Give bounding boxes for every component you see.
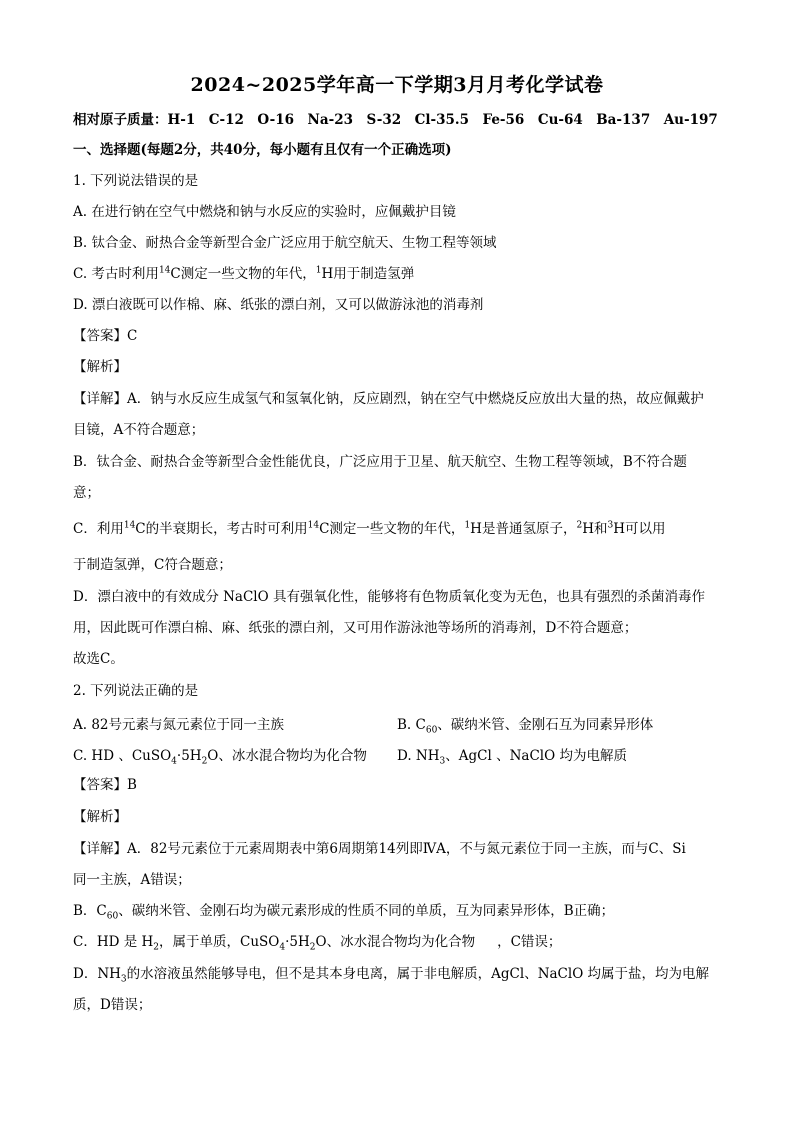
q1-detail-line1: 【详解】A．钠与水反应生成氢气和氢氧化钠，反应剧烈，钠在空气中燃烧反应放出大量的热，故应佩戴护 <box>73 391 704 407</box>
q2-b-post: 、碳纳米管、金刚石互为同素异形体 <box>437 717 654 733</box>
q2-detail-line3 <box>73 902 733 920</box>
q1-d5-e: H和 <box>582 521 608 537</box>
q2-stem: 2. 下列说法正确的是 <box>73 683 199 699</box>
q1-d5-sup4: 2 <box>576 520 583 531</box>
q1-detail-line3: B．钛合金、耐热合金等新型合金性能优良，广泛应用于卫星、航天航空、生物工程等领域，B不符合题 <box>73 454 687 470</box>
q1-answer: 【答案】C <box>73 328 138 344</box>
q2-d4-d: O、冰水混合物均为化合物 <box>315 934 476 950</box>
q1-c-sup2: 1 <box>315 265 322 276</box>
q2-detail-line1: 【详解】A．82号元素位于元素周期表中第6周期第14列即ⅣA，不与氮元素位于同一主族，而与C、Si <box>73 841 686 857</box>
q2-d3-sub: 60 <box>106 911 119 922</box>
q1-d5-sup1: 14 <box>123 520 136 531</box>
atomic-masses: 相对原子质量：H-1 C-12 O-16 Na-23 S-32 Cl-35.5 Fe-56 Cu-64 Ba-137 Au-197 <box>73 112 718 128</box>
q1-d5-sup2: 14 <box>307 520 320 531</box>
q2-c-mid: ·5H <box>176 748 202 764</box>
q1-analysis: 【解析】 <box>73 359 127 375</box>
q2-d4-c: ·5H <box>285 934 310 950</box>
q1-option-c <box>73 265 733 283</box>
q1-stem: 1. 下列说法错误的是 <box>73 173 199 189</box>
q1-detail-line8: 用，因此既可作漂白棉、麻、纸张的漂白剂，又可用作游泳池等场所的消毒剂，D不符合题意； <box>73 620 638 636</box>
q2-d4-sub3: 2 <box>309 942 316 953</box>
q2-c-pre: C. HD 、CuSO <box>73 748 172 764</box>
q2-detail-line6: 质，D错误； <box>73 997 152 1013</box>
q1-d5-d: H是普通氢原子， <box>470 521 577 537</box>
q1-detail-line6: 于制造氢弹，C符合题意； <box>73 557 232 573</box>
q2-answer: 【答案】B <box>73 777 137 793</box>
q1-c-pre: C. 考古时利用 <box>73 266 159 282</box>
q1-detail-line7: D．漂白液中的有效成分 NaClO 具有强氧化性，能够将有色物质氧化变为无色，也具有强烈的杀菌消毒作 <box>73 589 705 605</box>
q2-d5-b: 的水溶液虽然能够导电，但不是其本身电离，属于非电解质，AgCl、NaClO 均属于盐，均为电解 <box>126 966 710 982</box>
q2-d-sub: 3 <box>439 756 446 767</box>
q2-d-post: 、AgCl 、NaClO 均为电解质 <box>445 748 627 764</box>
q1-d5-sup3: 1 <box>464 520 471 531</box>
q2-detail-line5 <box>73 965 733 983</box>
q2-option-c <box>73 744 367 767</box>
page-title: 2024~2025学年高一下学期3月月考化学试卷 <box>190 74 604 96</box>
q2-detail-line2: 同一主族，A错误； <box>73 872 191 888</box>
q2-d4-a: C．HD 是 H <box>73 934 154 950</box>
q2-option-d <box>397 744 627 767</box>
q1-d5-c: C测定一些文物的年代， <box>319 521 465 537</box>
q1-detail-line5 <box>73 520 733 538</box>
q1-option-a: A. 在进行钠在空气中燃烧和钠与水反应的实验时，应佩戴护目镜 <box>73 204 456 220</box>
q2-option-a: A. 82号元素与氮元素位于同一主族 <box>73 717 285 733</box>
q2-d5-a: D．NH <box>73 966 121 982</box>
q2-d4-b: ，属于单质，CuSO <box>159 934 280 950</box>
section-heading: 一、选择题(每题2分，共40分，每小题有且仅有一个正确选项) <box>73 142 452 158</box>
q2-d-pre: D. NH <box>397 748 440 764</box>
q2-d5-sub: 3 <box>120 974 127 985</box>
q2-c-sub2: 2 <box>201 756 208 767</box>
q1-conclusion: 故选C。 <box>73 651 124 667</box>
q2-c-post: O、冰水混合物均为化合物 <box>207 748 367 764</box>
q2-option-b <box>397 713 654 736</box>
q2-b-sub: 60 <box>425 725 438 736</box>
q2-d4-sub1: 2 <box>153 942 160 953</box>
q1-c-sup1: 14 <box>158 265 171 276</box>
q2-detail-line4 <box>73 933 733 951</box>
q1-option-d: D. 漂白液既可以作棉、麻、纸张的漂白剂，又可以做游泳池的消毒剂 <box>73 297 484 313</box>
q1-detail-line4: 意； <box>73 485 100 501</box>
q1-d5-a: C．利用 <box>73 521 124 537</box>
q1-c-mid: C测定一些文物的年代， <box>170 266 316 282</box>
q2-d3-post: 、碳纳米管、金刚石均为碳元素形成的性质不同的单质，互为同素异形体，B正确； <box>118 903 615 919</box>
q2-analysis: 【解析】 <box>73 809 127 825</box>
q1-detail-line2: 目镜，A不符合题意； <box>73 422 205 438</box>
q2-c-sub1: 4 <box>171 756 177 767</box>
q1-option-b: B. 钛合金、耐热合金等新型合金广泛应用于航空航天、生物工程等领域 <box>73 235 497 251</box>
q1-d5-sup5: 3 <box>607 520 614 531</box>
q2-d4-sub2: 4 <box>279 942 286 953</box>
q1-c-post: H用于制造氢弹 <box>321 266 415 282</box>
q2-d4-e: ，C错误； <box>497 934 562 950</box>
q2-b-pre: B. C <box>397 717 426 733</box>
q2-d3-pre: B．C <box>73 903 107 919</box>
q1-d5-b: C的半衰期长，考古时可利用 <box>135 521 308 537</box>
q1-d5-f: H可以用 <box>613 521 666 537</box>
